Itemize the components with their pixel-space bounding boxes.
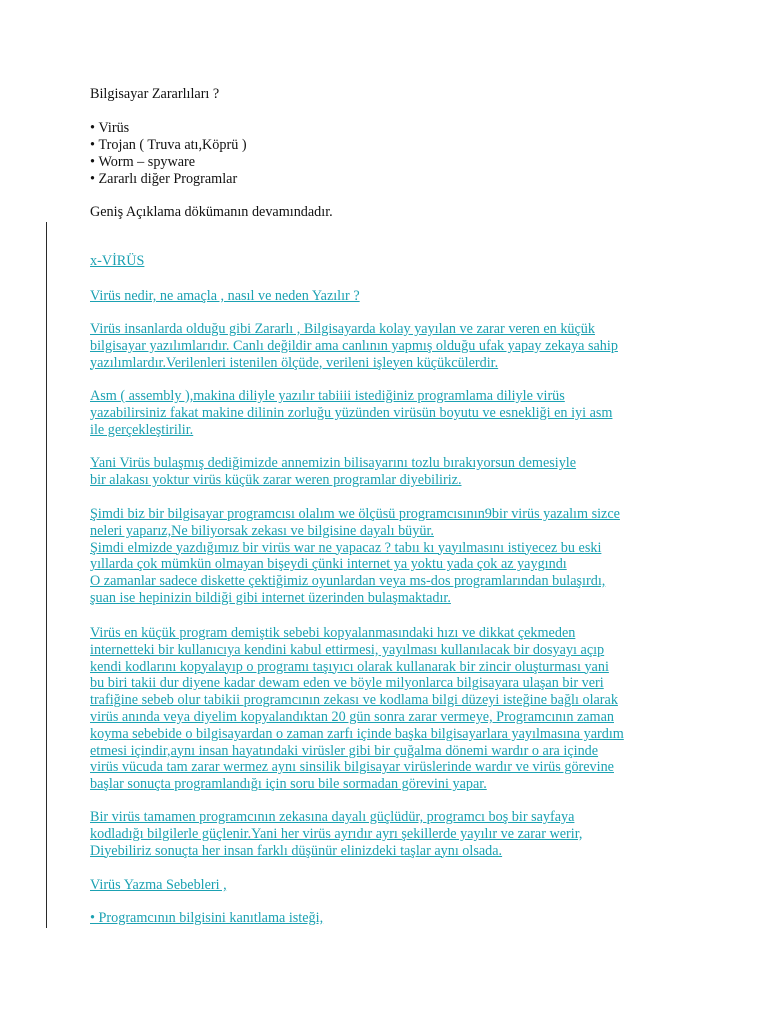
link-text[interactable]: Yani Virüs bulaşmış dediğimizde annemizin bilisayarını tozlu bırakıyorsun demesiyle [90,455,577,471]
text-line[interactable] [90,540,690,557]
link-text[interactable]: etmesi içindir,aynı insan hayatındaki virüsler gibi bir çuğalma dönemi wardır o ara içinde [90,742,599,759]
link-text[interactable]: Bir virüs tamamen programcının zekasına dayalı güçlüdür, programcı boş bir sayfaya [90,809,575,825]
link-text[interactable]: Diyebiliriz sonuçta her insan farklı düşünür elinizdeki taşlar aynı olsada. [90,842,503,859]
link-text[interactable]: virüs anında veya diyelim kopyalandıktan 20 gün sonra zarar vermeye, Programcının zaman [90,708,614,725]
text-line[interactable] [90,506,690,523]
text-line[interactable] [90,405,690,422]
virus-heading[interactable] [90,253,690,270]
text-line[interactable] [90,523,690,540]
text-line[interactable] [90,590,690,607]
link-text[interactable]: şuan ise hepinizin bildiği gibi internet üzerinden bulaşmaktadır. [90,589,451,606]
continuation-note: Geniş Açıklama dökümanın devamındadır. [90,204,333,220]
link-text[interactable]: O zamanlar sadece diskette çektiğimiz oyunlardan veya ms-dos programlarından bulaşırdı, [90,573,606,590]
text-line[interactable] [90,422,690,439]
text-line[interactable] [90,709,690,726]
text-line[interactable] [90,843,690,860]
revision-change-bar [46,222,47,928]
link-text[interactable]: Şimdi biz bir bilgisayar programcısı olalım we ölçüsü programcısının9bir virüs yazalım sizce [90,506,620,522]
text-line[interactable] [90,253,690,270]
link-text[interactable]: bir alakası yoktur virüs küçük zarar weren programlar diyebiliriz. [90,471,462,488]
link-text[interactable]: Virüs nedir, ne amaçla , nasıl ve neden Yazılır ? [90,288,360,304]
text-line[interactable] [90,388,690,405]
link-text[interactable]: x-VİRÜS [90,253,145,269]
text-line[interactable] [90,675,690,692]
text-line[interactable] [90,573,690,590]
list-item: • Worm – spyware [90,154,247,171]
link-text[interactable]: başlar sonuçta programlandığı için soru bile sormadan görevini yapar. [90,776,487,793]
paragraph-strength[interactable] [90,809,690,859]
document-title: Bilgisayar Zararlıları ? [90,86,220,102]
text-line[interactable] [90,809,690,826]
text-line[interactable] [90,455,690,472]
link-text[interactable]: virüs vücuda tam zarar wermez aynı sinsilik bilgisayar virüslerinde wardır ve virüs görevine [90,759,614,776]
link-text[interactable]: kendi kodlarını kopyalayıp o programı taşıyıcı olarak kullanarak bir zincir oluşturması yani [90,658,609,675]
link-text[interactable]: Virüs insanlarda olduğu gibi Zararlı , Bilgisayarda kolay yayılan ve zarar veren en küçük [90,321,595,337]
link-text[interactable]: yazılımlardır.Verilenleri istenilen ölçüde, verileni işleyen küçükcülerdir. [90,354,499,371]
text-line[interactable] [90,877,690,894]
link-text[interactable]: • Programcının bilgisini kanıtlama isteği, [90,910,324,926]
text-line[interactable] [90,659,690,676]
text-line[interactable] [90,726,690,743]
text-line[interactable] [90,472,690,489]
link-text[interactable]: bilgisayar yazılımlarıdır. Canlı değildir ama canlının yapmış olduğu ufak yapay zekaya sahip [90,337,618,354]
link-text[interactable]: yazabilirsiniz fakat makine dilinin zorluğu yüzünden virüsün boyutu ve esnekliği en iyi asm [90,404,613,421]
text-line[interactable] [90,338,690,355]
paragraph-spread[interactable] [90,625,690,793]
text-line[interactable] [90,776,690,793]
link-text[interactable]: trafiğine sebeb olur tabikii programcının zekası ve kodlama bilgi düzeyi isteğine bağlı olarak [90,692,618,709]
link-text[interactable]: Şimdi elmizde yazdığımız bir virüs war ne yapacaz ? tabıı kı yayılmasını istiyecez bu eski [90,539,602,556]
link-text[interactable]: neleri yaparız,Ne biliyorsak zekası ve bilgisine dayalı büyür. [90,522,434,539]
text-line[interactable] [90,692,690,709]
virus-question[interactable] [90,288,690,305]
text-line[interactable] [90,625,690,642]
list-item: • Zararlı diğer Programlar [90,171,247,188]
text-line[interactable] [90,321,690,338]
list-item: • Trojan ( Truva atı,Köprü ) [90,137,247,154]
text-line[interactable] [90,826,690,843]
paragraph-programmer[interactable] [90,506,690,607]
list-item: • Virüs [90,120,247,137]
malware-list [90,120,247,188]
text-line[interactable] [90,288,690,305]
reasons-heading[interactable] [90,877,690,894]
link-text[interactable]: yıllarda çok mümkün olmayan bişeydi çünki internet ya yoktu yada çok az yaygındı [90,556,567,573]
link-text[interactable]: Virüs en küçük program demiştik sebebi kopyalanmasındaki hızı ve dikkat çekmeden [90,625,576,641]
text-line[interactable] [90,556,690,573]
text-line[interactable] [90,759,690,776]
text-line[interactable] [90,743,690,760]
link-text[interactable]: koyma sebebide o bilgisayardan o zaman zarfı içinde başka bilgisayarlara yayılmasına yardım [90,725,624,742]
text-line[interactable] [90,355,690,372]
link-text[interactable]: bu biri takii dur diyene kadar dewam eden ve böyle milyonlarca bilgisayara ulaşan bir veri [90,675,604,692]
link-text[interactable]: Asm ( assembly ),makina diliyle yazılır tabiiii istediğiniz programlama diliyle virüs [90,388,565,404]
paragraph-assembly[interactable] [90,388,690,438]
text-line[interactable] [90,642,690,659]
link-text[interactable]: kodladığı bilgilerle güçlenir.Yani her virüs ayrıdır ayrı şekillerde yayılır ve zarar werir, [90,825,583,842]
reason-item[interactable] [90,910,690,927]
link-text[interactable]: Virüs Yazma Sebebleri , [90,877,227,893]
link-text[interactable]: internetteki bir kullanıcıya kendini kabul ettirmesi, yayılması kullanılacak bir dosyayı açıp [90,641,605,658]
text-line[interactable] [90,910,690,927]
paragraph-infection[interactable] [90,455,690,489]
link-text[interactable]: ile gerçekleştirilir. [90,421,194,438]
paragraph-definition[interactable] [90,321,690,371]
